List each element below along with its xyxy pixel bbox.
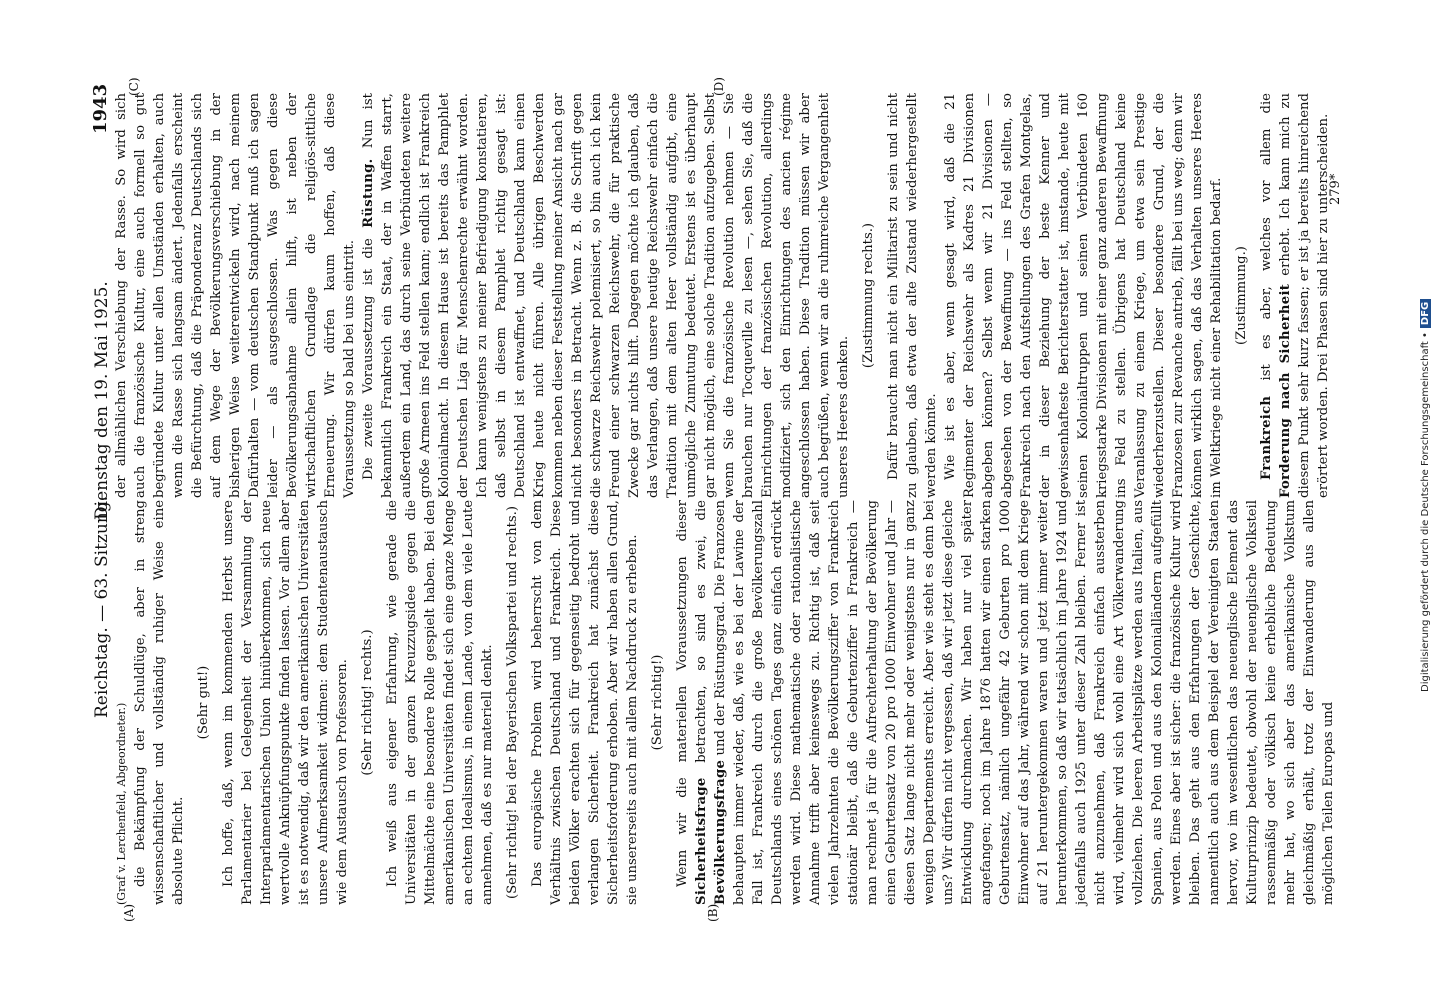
text-span: ist es aber, welches vor allem die [1259, 93, 1274, 381]
speaker-line: (Graf v. Lerchenfeld, Abgeordneter.) [115, 702, 128, 905]
paragraph: Ich weiß aus eigener Erfahrung, wie gerade die Universitäten in der ganzen Kreuzzugsidee gegen die Mittelmächte eine besondere Rolle gespielt haben. Bei den amerikanischen Universitäten findet sich eine ganze Menge an echtem Idealismus, in einem Lande, von dem viele Leute annehmen, daß es nur materiell denkt. [385, 500, 495, 905]
margin-mark-b: (B) [706, 903, 720, 922]
text-span: Die zweite Voraussetzung ist die [361, 238, 376, 480]
text-span: betrachten, so sind es zwei, die [694, 500, 709, 763]
margin-mark-c: (C) [127, 77, 141, 96]
text-span: und der Rüstungsgrad. Die Franzosen behaupten immer wieder, daß, wie es bei der Lawine der Fall ist, Frankreich durch die große Bevölkerungszahl Deutschlands eines schönen Tages ganz einfach erdrückt werden wird. Diese mathematische oder rationalistische Annahme trifft aber keineswegs zu. Richtig ist, daß seit vielen Jahrzehnten die Bevölkerungsziffer von Frankreich stationär bleibt, daß die Geburtenziffer in Frankreich — man rechnet ja für die Aufrechterhaltung der Bevölkerung einen Geburtensatz von 20 pro 1000 Einwohner und Jahr — diesen Satz lange nicht mehr oder wenigstens nur in ganz wenigen Departements erreicht. Aber wie steht es denn bei uns? Wir dürfen nicht vergessen, daß wir jetzt diese gleiche Entwicklung durchmachen. Wir haben nur viel später angefangen; noch im Jahre 1876 hatten wir einen starken Geburtensatz, nämlich ungefähr 42 Geburten pro 1000 Einwohner auf das Jahr, während wir schon mit dem Kriege auf 21 heruntergekommen waren und jetzt immer weiter herunterkommen, so daß wir tatsächlich im Jahre 1924 und jedenfalls auch 1925 unter dieser Zahl bleiben. Ferner ist nicht anzunehmen, daß Frankreich einfach aussterben wird, vielmehr wird sich wohl eine Art Völkerwanderung vollziehen. Die leeren Arbeitsplätze werden aus Italien, aus Spanien, aus Polen und aus den Kolonialländern aufgefüllt werden. Eines aber ist sicher: die französische Kultur wird bleiben. Das geht aus den Erfahrungen der Geschichte, namentlich auch aus dem Beispiel der Vereinigten Staaten hervor, wo im wesentlichen das neuenglische Element das Kulturprinzip bedeutet, obwohl der neuenglische Volksteil rassenmäßig oder völkisch keine erhebliche Bedeutung mehr hat, wo sich aber das amerikanische Volkstum gleichmäßig erhält, trotz der Einwanderung aus allen möglichen Teilen Europas und [713, 500, 1336, 905]
text-span: Wenn wir die materiellen Voraussetzungen dieser [675, 500, 690, 887]
text-column-right [112, 93, 1337, 498]
emphasis: Forderung nach Sicherheit [1278, 283, 1293, 498]
paragraph [673, 500, 1338, 905]
reaction: (Sehr richtig! rechts.) [360, 629, 375, 776]
text-span: Nun ist bekanntlich Frankreich ein Staat, der in Waffen starrt, außerdem ein Land, das durch seine Verbündeten weitere große Armeen ins Feld stellen kann; endlich ist Frankreich Kolonialmacht. In diesem Hause ist bereits das Pamphlet der Deutschen Liga für Menschenrechte erwähnt worden. Ich kann wenigstens zu meiner Befriedigung konstatieren, daß selbst in diesem Pamphlet richtig gesagt ist: Deutschland ist entwaffnet, und Deutschland kann einen Krieg heute nicht führen. Alle übrigen Beschwerden kommen neben dieser Feststellung meiner Ansicht nach gar nicht besonders in Betracht. Wenn z. B. die Schrift gegen die schwarze Reichswehr polemisiert, so bin auch ich kein Freund einer schwarzen Reichswehr, die für praktische Zwecke gar nichts hilft. Dagegen möchte ich glauben, daß das Verlangen, daß unsere heutige Reichswehr einfach die Tradition mit dem alten Heer vollständig aufgibt, eine unmögliche Zumutung bedeutet. Erstens ist es überhaupt gar nicht möglich, eine solche Tradition aufzugeben. Selbst wenn Sie die französische Revolution nehmen — Sie brauchen nur Tocqueville zu lesen —, sehen Sie, daß die Einrichtungen der französischen Revolution, allerdings modifiziert, sich den Einrichtungen des ancien régime angeschlossen haben. Diese Tradition müssen wir aber auch begrüßen, wenn wir an die ruhmreiche Vergangenheit unseres Heeres denken. [361, 93, 851, 498]
emphasis: Frankreich [1259, 395, 1274, 480]
margin-mark-a: (A) [122, 903, 136, 922]
reaction: (Zustimmung rechts.) [861, 222, 876, 369]
dfg-logo: DFG [1420, 299, 1431, 328]
paragraph [359, 93, 853, 498]
page-number: 279* [1328, 173, 1343, 205]
funding-text: Digitalisierung gefördert durch die Deutsche Forschungsgemeinschaft • [1420, 332, 1431, 692]
paragraph: der allmählichen Verschiebung der Rasse. So wird sich auch die französische Kultur, eine auch formell so gut begründete Kultur unter allen Umständen erhalten, auch wenn die Rasse sich langsam ändert. Jedenfalls erscheint die Befürchtung, daß die Präponderanz Deutschlands sich auf dem Wege der Bevölkerungsverschiebung in der bisherigen Weise weiterentwickeln wird, nach meinem Dafürhalten — vom deutschen Standpunkt muß ich sagen leider — als ausgeschlossen. Was gegen diese Bevölkerungsabnahme allein hilft, ist neben der wirtschaftlichen Grundlage die religiös-sittliche Erneuerung. Wir dürfen kaum hoffen, daß diese Voraussetzung so bald bei uns eintritt. [114, 93, 357, 498]
paragraph: Wie ist es aber, wenn gesagt wird, daß die 21 Regimenter der Reichswehr als Kadres 21 Divisionen abgeben können? Selbst wenn wir 21 Divisionen — abgesehen von der Bewaffnung — ins Feld stellten, so Frankreich nach den Aufstellungen des Grafen Montgelas, der in dieser Beziehung der beste Kenner und gewissenhafteste Berichterstatter ist, imstande, heute mit seinen Kolonialtruppen und seinen Verbündeten 160 kriegsstarke Divisionen mit einer ganz anderen Bewaffnung ins Feld zu stellen. Übrigens hat Deutschland keine Veranlassung zu einem Kriege, um etwa sein Prestige wiederherzustellen. Dieser besondere Grund, der die Franzosen zur Revanche antrieb, fällt bei uns weg; denn wir können wirklich sagen, daß das Verhalten unseres Heeres im Weltkriege nicht einer Rehabilitation bedarf. [943, 93, 1224, 498]
running-header-left: Reichstag. — 63. Sitzung. [92, 495, 112, 718]
reaction: (Sehr gut!) [196, 665, 211, 740]
emphasis: Rüstung. [361, 158, 376, 228]
text-column-left [112, 500, 1337, 905]
running-header-center: Dienstag den 19. Mai 1925. [92, 281, 112, 520]
funding-note [1420, 299, 1431, 692]
paragraph: Ich hoffe, daß, wenn im kommenden Herbst unsere Parlamentarier bei Gelegenheit der Versammlung der Interparlamentarischen Union hinüberkommen, sich neue wertvolle Anknüpfungspunkte finden lassen. Vor allem aber ist es notwendig, daß wir den amerikanischen Universitäten unsere Aufmerksamkeit widmen: dem Studentenaustausch wie dem Austausch von Professoren. [221, 500, 350, 905]
paragraph [1257, 93, 1333, 498]
margin-mark-d: (D) [712, 77, 726, 96]
reaction: (Zustimmung.) [1234, 246, 1249, 345]
emphasis: Sicherheitsfrage [694, 777, 709, 905]
paragraph: Dafür braucht man nicht ein Militarist zu sein und nicht zu glauben, daß etwa der alte Zustand wiederhergestellt werden könnte. [886, 93, 939, 498]
paragraph: die Bekämpfung der Schuldlüge, aber in streng wissenschaftlicher und vollständig ruhiger Weise eine absolute Pflicht. [133, 500, 186, 905]
paragraph: Das europäische Problem wird beherrscht von dem Verhältnis zwischen Deutschland und Frankreich. Diese beiden Völker erachten sich für gegenseitig bedroht und verlangen Sicherheit. Frankreich hat zunächst diese Sicherheitsforderung erhoben. Aber wir haben allen Grund, sie unsererseits auch mit allem Nachdruck zu erheben. [530, 500, 640, 905]
text-span: erhebt. Ich kann mich zu diesem Punkt sehr kurz fassen; er ist ja bereits hinreichend erörtert worden. Drei Phasen sind hier zu unterscheiden. [1278, 93, 1331, 498]
reaction: (Sehr richtig! bei der Bayerischen Volkspartei und rechts.) [505, 505, 520, 900]
emphasis: Bevölkerungsfrage [713, 759, 728, 905]
reaction: (Sehr richtig!) [650, 654, 665, 751]
running-header-page: 1943 [90, 83, 111, 134]
